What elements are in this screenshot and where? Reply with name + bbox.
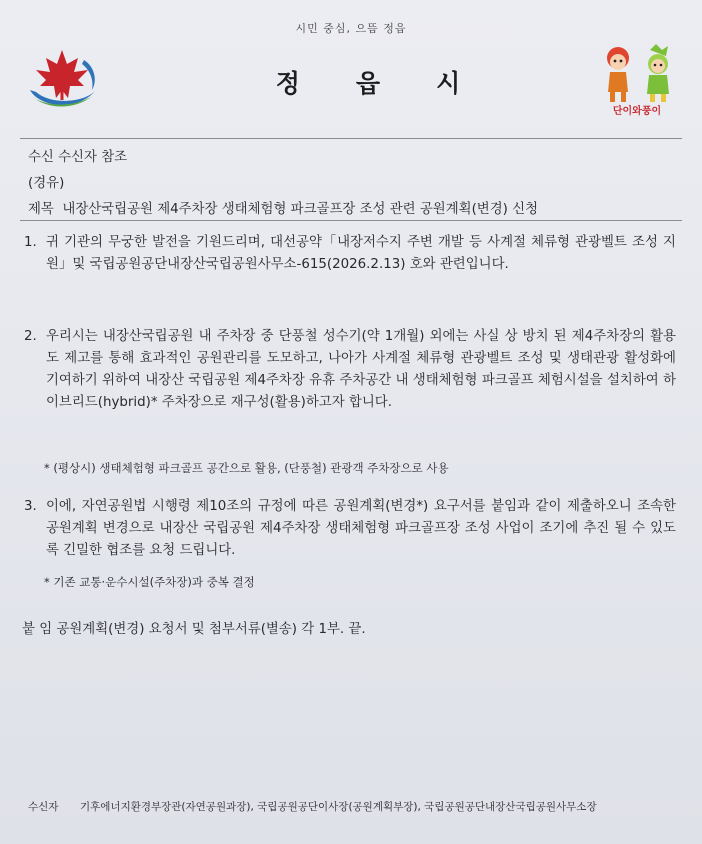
recipient-line: 수신 수신자 참조	[28, 150, 128, 165]
recipients-block	[28, 797, 678, 817]
paragraph-2-text: 우리시는 내장산국립공원 내 주차장 중 단풍철 성수기(약 1개월) 외에는 사실 상 방치 된 제4주차장의 활용도 제고를 통해 효과적인 공원관리를 도모하고, 나아가 사계절 체류형 관광벨트 조성 및 생태관광 활성화에 기여하기 위하여 내장산 국립공원 제4주차장 유휴 주차공간 내 생태체험형 파크골프 체험시설을 설치하여 하이브리드(hybrid)* 주차장으로 재구성(활용)하고자 합니다.	[46, 329, 676, 410]
issuing-organization-title: 정읍시	[275, 69, 517, 98]
city-slogan: 시민 중심, 으뜸 정읍	[295, 22, 407, 35]
recipients-list: 기후에너지환경부장관(자연공원과장), 국립공원공단이사장(공원계획부장), 국립공원공단내장산국립공원사무소장	[80, 801, 597, 813]
subject-label: 제목	[28, 202, 54, 217]
attachment-line: 붙 임 공원계획(변경) 요청서 및 첨부서류(별송) 각 1부. 끝.	[22, 622, 366, 637]
paragraph-2-footnote: * (평상시) 생태체험형 파크골프 공간으로 활용, (단풍철) 관광객 주차장으로 사용	[44, 461, 449, 475]
mascot-name-text: 단이와풍이	[612, 106, 662, 117]
paragraph-3	[24, 496, 676, 562]
via-line: (경유)	[28, 176, 65, 191]
subject-text: 내장산국립공원 제4주차장 생태체험형 파크골프장 조성 관련 공원계획(변경) 신청	[62, 202, 539, 217]
paragraph-2	[24, 326, 676, 414]
city-emblem-logo	[22, 46, 102, 112]
paragraph-1-number: 1.	[24, 235, 37, 250]
paragraph-3-footnote: * 기존 교통·운수시설(주차장)과 중복 결정	[44, 575, 255, 589]
header-divider	[20, 138, 682, 139]
paragraph-3-number: 3.	[24, 499, 37, 514]
subject-divider	[20, 220, 682, 221]
paragraph-1-text: 귀 기관의 무궁한 발전을 기원드리며, 대선공약「내장저수지 주변 개발 등 사계절 체류형 관광벨트 조성 지원」및 국립공원공단내장산국립공원사무소-615(2026.2.13) 호와 관련입니다.	[46, 235, 676, 272]
paragraph-3-text: 이에, 자연공원법 시행령 제10조의 규정에 따른 공원계획(변경*) 요구서를 붙임과 같이 제출하오니 조속한 공원계획 변경으로 내장산 국립공원 제4주차장 생태체험형 파크골프장 조성 사업이 조기에 추진 될 수 있도록 긴밀한 협조를 요청 드립니다.	[46, 499, 676, 558]
subject-line	[28, 198, 538, 217]
paragraph-2-number: 2.	[24, 329, 37, 344]
recipients-label: 수신자	[28, 801, 59, 813]
city-mascot-logo	[592, 42, 682, 118]
paragraph-1	[24, 232, 676, 276]
